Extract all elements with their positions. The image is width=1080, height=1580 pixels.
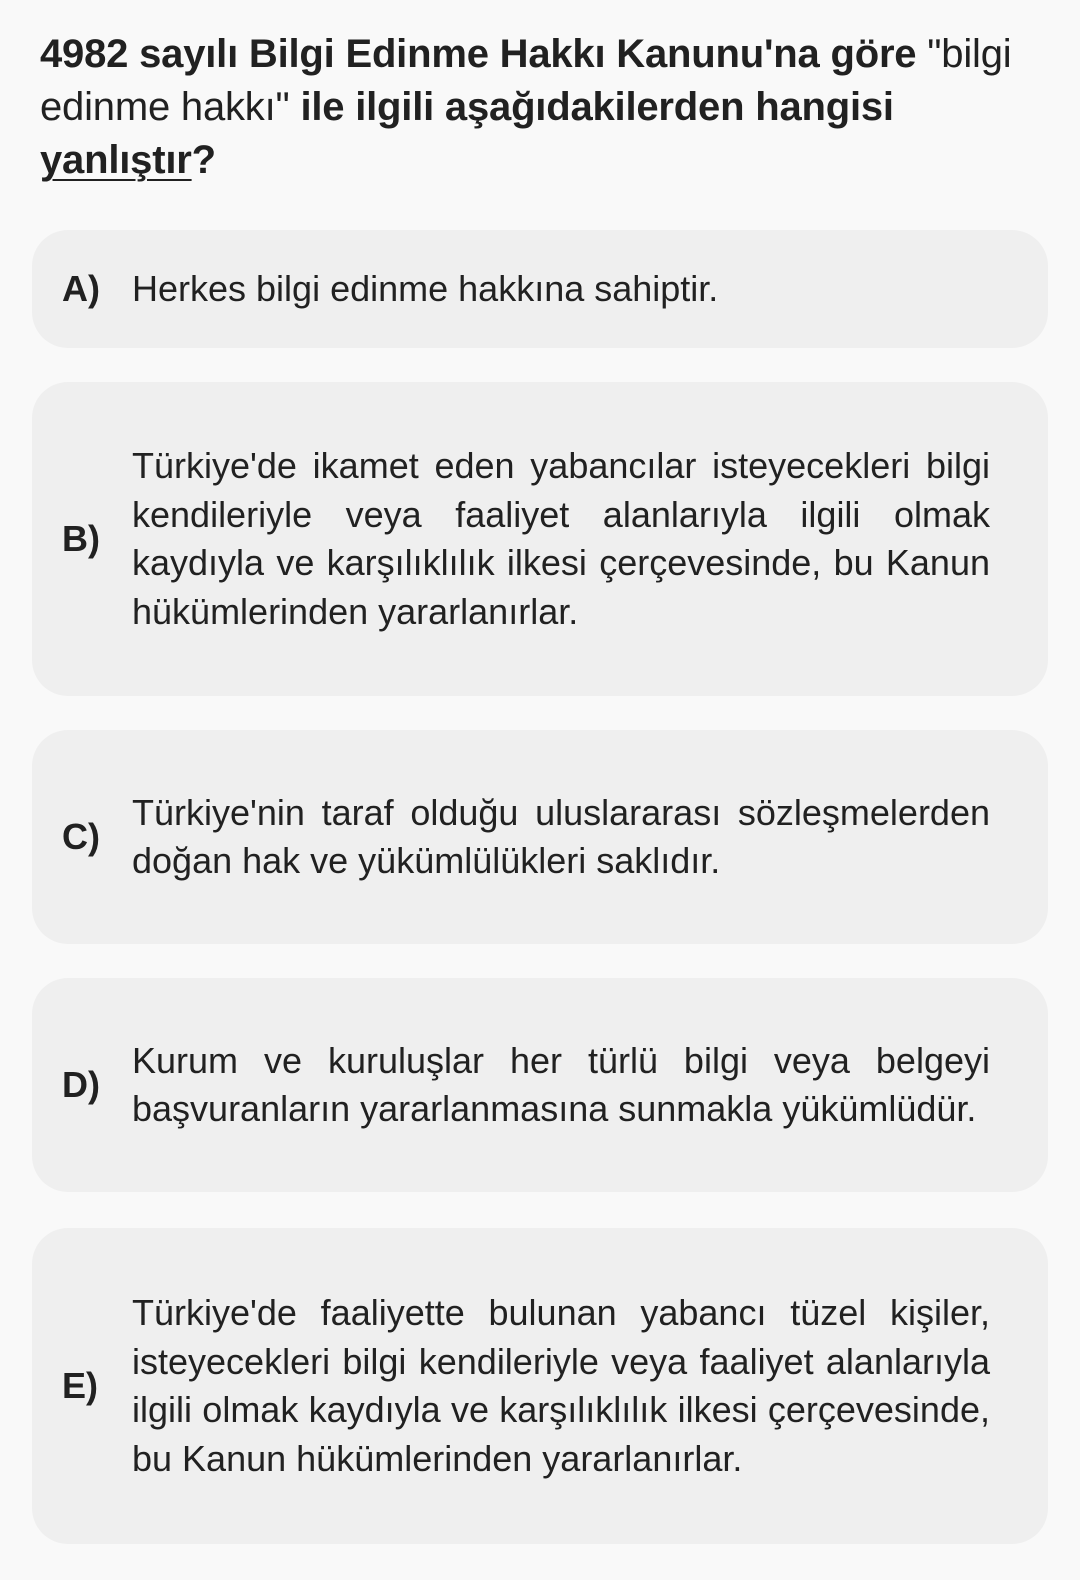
question-mark: ? xyxy=(191,138,216,182)
option-a[interactable] xyxy=(32,230,1048,348)
option-letter: C) xyxy=(62,816,100,857)
option-text: Türkiye'nin taraf olduğu uluslararası sözleşmelerden doğan hak ve yükümlülükleri saklıdır. xyxy=(132,791,990,881)
option-text: Kurum ve kuruluşlar her türlü bilgi veya belgeyi başvuranların yararlanmasına sunmakla yükümlüdür. xyxy=(132,1039,990,1129)
option-text: Türkiye'de ikamet eden yabancılar isteyecekleri bilgi kendileriyle veya faaliyet alanlarıyla ilgili olmak kaydıyla ve karşılıklılık ilkesi çerçevesinde, bu Kanun hükümlerinden yararlanırlar. xyxy=(132,445,990,632)
question-part-3: ile ilgili aşağıdakilerden hangisi xyxy=(300,85,894,129)
option-text: Herkes bilgi edinme hakkına sahiptir. xyxy=(132,267,719,309)
option-letter: A) xyxy=(62,268,100,309)
option-c[interactable] xyxy=(32,730,1048,944)
question-text xyxy=(40,28,1020,187)
option-b[interactable] xyxy=(32,382,1048,696)
option-letter: B) xyxy=(62,518,100,559)
question-part-1: 4982 sayılı Bilgi Edinme Hakkı Kanunu'na göre xyxy=(40,32,917,76)
option-letter: E) xyxy=(62,1365,98,1406)
option-text: Türkiye'de faaliyette bulunan yabancı tüzel kişiler, isteyecekleri bilgi kendileriyle veya faaliyet alanlarıyla ilgili olmak kaydıyla ve karşılıklılık ilkesi çerçevesinde, bu Kanun hükümlerinden yararlanırlar. xyxy=(132,1292,990,1479)
option-d[interactable] xyxy=(32,978,1048,1192)
question-part-2: "bilgi edinme hakkı" xyxy=(40,32,1012,129)
option-e[interactable] xyxy=(32,1228,1048,1544)
option-letter: D) xyxy=(62,1064,100,1105)
question-emphasis: yanlıştır xyxy=(40,138,192,182)
